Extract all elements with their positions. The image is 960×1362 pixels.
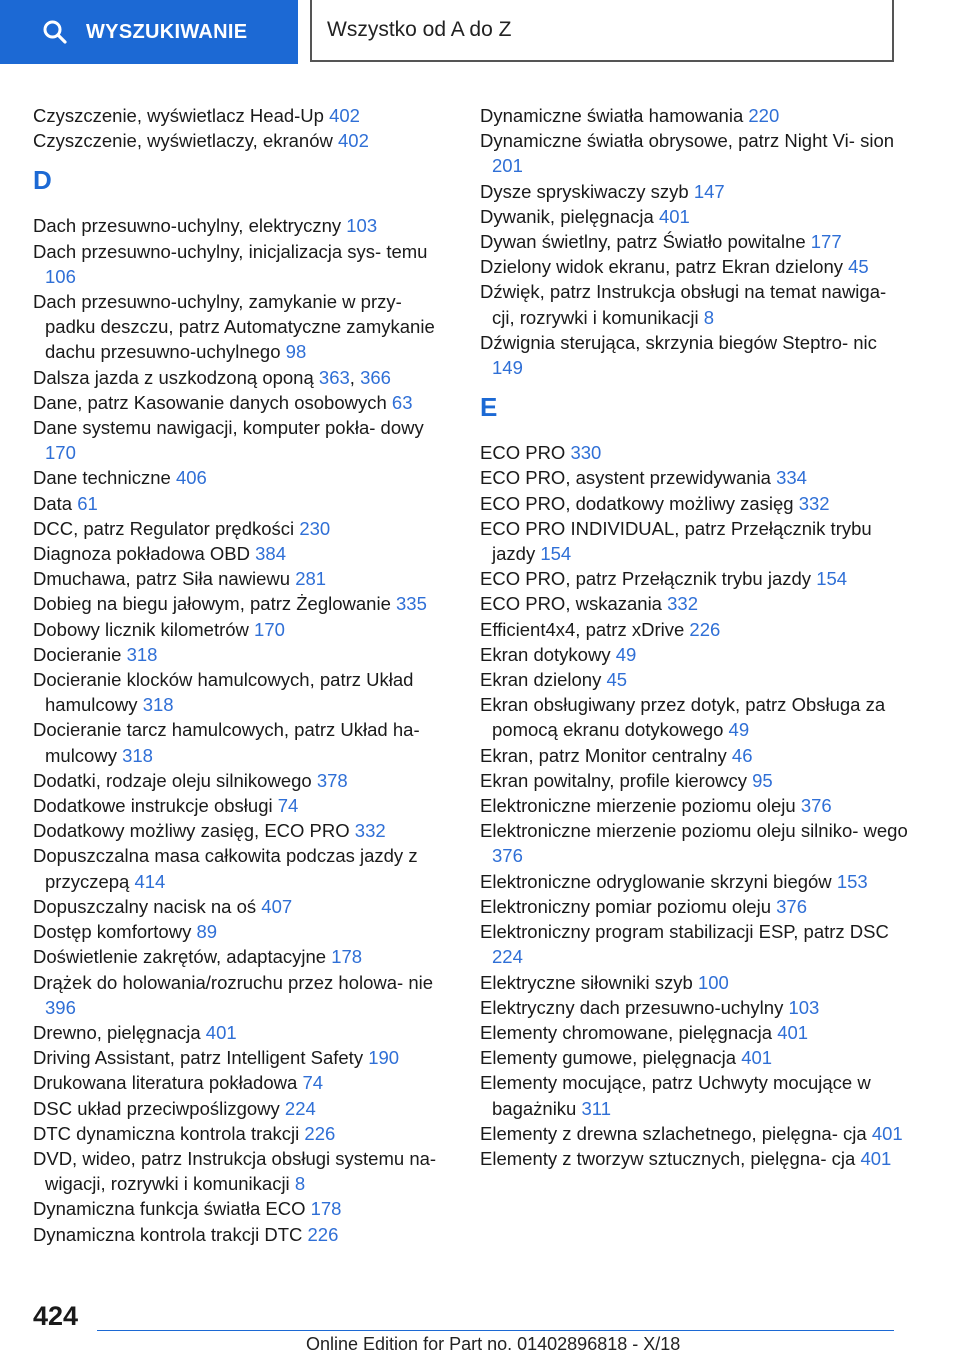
index-entry (480, 919, 910, 969)
page-link[interactable]: 311 (581, 1097, 611, 1119)
index-entry (33, 642, 453, 667)
index-entry-text: Dobowy licznik kilometrów (33, 618, 249, 640)
page-link[interactable]: 95 (752, 769, 773, 791)
page-link[interactable]: 406 (175, 467, 207, 489)
index-entry (33, 289, 453, 365)
index-entry (480, 254, 910, 279)
index-letter-heading: E (480, 392, 498, 423)
page-link[interactable]: 384 (255, 543, 287, 565)
index-entry (480, 1070, 910, 1120)
index-entry-text: Drewno, pielęgnacja (33, 1021, 201, 1043)
index-entry-text: Dane techniczne (33, 467, 171, 489)
index-entry-text: Ekran dotykowy (480, 643, 611, 665)
page-link[interactable]: 318 (126, 643, 158, 665)
page-link[interactable]: 363 (318, 366, 350, 388)
index-entry-text: Czyszczenie, wyświetlacz Head-Up (33, 105, 324, 126)
index-entry-text: DCC, patrz Regulator prędkości (33, 517, 295, 539)
page-link[interactable]: 220 (748, 105, 780, 126)
index-entry-text: Diagnoza pokładowa OBD (33, 543, 250, 565)
index-entry (480, 330, 910, 380)
page-link[interactable]: 378 (316, 769, 348, 791)
index-entry (480, 869, 910, 894)
index-entry-text: Dźwięk, patrz Instrukcja obsługi na temat nawiga‐ cji, rozrywki i komunikacji (480, 281, 887, 328)
index-entry (33, 843, 453, 893)
index-entry-text: Driving Assistant, patrz Intelligent Safety (33, 1047, 364, 1069)
index-entry-text: Docieranie klocków hamulcowych, patrz Układ hamulcowy (33, 669, 414, 716)
index-entry (480, 491, 910, 516)
page-link[interactable]: 332 (798, 492, 830, 514)
page-link[interactable]: 401 (860, 1147, 892, 1169)
index-entry-text: Elektroniczny pomiar poziomu oleju (480, 895, 771, 917)
page-link[interactable]: 8 (703, 306, 715, 328)
index-entry (480, 128, 910, 178)
index-entry (480, 667, 910, 692)
index-entry-text: Dynamiczne światła obrysowe, patrz Night Vi‐ sion (480, 130, 895, 152)
index-entry-text: Dynamiczna funkcja światła ECO (33, 1198, 306, 1220)
index-letter-heading: D (33, 165, 52, 196)
page-link[interactable]: 402 (338, 130, 369, 152)
top-bar (0, 0, 960, 66)
index-entry-text: ECO PRO INDIVIDUAL, patrz Przełącznik trybu jazdy (480, 517, 872, 565)
page-link[interactable]: 103 (346, 215, 378, 237)
index-entry (480, 1045, 910, 1070)
index-entry-text: Data (33, 492, 73, 514)
index-entry-text: Dach przesuwno-uchylny, zamykanie w przy‐ padku deszczu, patrz Automatyczne zamykanie dachu przesuwno-uchylnego (33, 291, 435, 363)
index-entry-text: Dopuszczalny nacisk na oś (33, 895, 257, 917)
index-entry-text: Dopuszczalna masa całkowita podczas jazdy z przyczepą (33, 845, 418, 892)
index-entry (33, 465, 453, 490)
page-link[interactable]: 98 (285, 341, 307, 363)
index-entry (33, 793, 453, 818)
page-link[interactable]: 401 (741, 1047, 773, 1069)
index-entry (33, 516, 453, 541)
index-entry (33, 491, 453, 516)
page-link[interactable]: 170 (45, 442, 76, 464)
index-entry (33, 919, 453, 944)
index-entry-text: Dmuchawa, patrz Siła nawiewu (33, 568, 291, 590)
index-entry-text: Docieranie tarcz hamulcowych, patrz Układ ha‐ mulcowy (33, 719, 420, 766)
index-entry-text: Elementy gumowe, pielęgnacja (480, 1047, 737, 1069)
page-link[interactable]: 366 (360, 366, 391, 388)
page-link[interactable]: 61 (77, 492, 98, 514)
page-link[interactable]: 335 (396, 593, 427, 615)
search-label: WYSZUKIWANIE (86, 20, 248, 43)
index-entry (33, 390, 453, 415)
page-link[interactable]: 49 (615, 643, 637, 665)
page-link[interactable]: 154 (816, 568, 848, 590)
index-entry (480, 440, 910, 465)
page-link[interactable]: 8 (294, 1173, 306, 1195)
page-number: 424 (33, 1301, 79, 1331)
page-link[interactable]: 376 (776, 895, 808, 917)
page-link[interactable]: 103 (788, 996, 820, 1018)
index-entry-text: Dywanik, pielęgnacja (480, 205, 654, 227)
page-link[interactable]: 201 (492, 155, 523, 177)
index-entry-text: Dalsza jazda z uszkodzoną oponą (33, 366, 314, 388)
index-entry (33, 415, 453, 465)
index-entry (480, 617, 910, 642)
index-entry (480, 995, 910, 1020)
index-entry-text: Dane systemu nawigacji, komputer pokła‐ dowy (33, 417, 424, 439)
index-entry-text: Doświetlenie zakrętów, adaptacyjne (33, 946, 327, 968)
index-entry (480, 566, 910, 591)
index-entry (33, 944, 453, 969)
page-link[interactable]: 414 (134, 870, 166, 892)
page-link[interactable]: 401 (205, 1021, 237, 1043)
index-entry (480, 818, 910, 868)
page-link[interactable]: 401 (658, 205, 690, 227)
page-link[interactable]: 49 (728, 719, 750, 741)
index-entry-text: DTC dynamiczna kontrola trakcji (33, 1122, 300, 1144)
page-link[interactable]: 190 (368, 1047, 400, 1069)
page-link[interactable]: 46 (731, 744, 753, 766)
page-link[interactable]: 178 (310, 1198, 342, 1220)
page-link[interactable]: 170 (254, 618, 285, 640)
page-link[interactable]: 224 (492, 946, 523, 968)
index-entry-text: Elektroniczne mierzenie poziomu oleju (480, 795, 796, 817)
index-entry-text: DSC układ przeciwpoślizgowy (33, 1097, 280, 1119)
index-entry-text: Dodatki, rodzaje oleju silnikowego (33, 769, 312, 791)
index-entry-text: Ekran powitalny, profile kierowcy (480, 769, 747, 791)
page-link[interactable]: 334 (776, 467, 807, 489)
index-entry (33, 1045, 453, 1070)
index-entry (33, 591, 453, 616)
index-entry-text: ECO PRO, wskazania (480, 593, 662, 615)
index-entry-text: Dane, patrz Kasowanie danych osobowych (33, 391, 387, 413)
page-link[interactable]: 402 (329, 105, 360, 126)
index-column-left (33, 103, 453, 1247)
page-link[interactable]: 401 (777, 1021, 809, 1043)
page-link[interactable]: 332 (354, 820, 386, 842)
index-entry (33, 717, 453, 767)
page-link[interactable]: 178 (331, 946, 363, 968)
index-entry (480, 793, 910, 818)
page-link[interactable]: 401 (871, 1122, 903, 1144)
index-entry-text: Dynamiczne światła hamowania (480, 105, 744, 126)
page-link[interactable]: 230 (299, 517, 331, 539)
index-entry (33, 818, 453, 843)
index-entry-text: Dynamiczna kontrola trakcji DTC (33, 1223, 303, 1245)
page-link[interactable]: 45 (606, 669, 628, 691)
index-entry-text: Dywan świetlny, patrz Światło powitalne (480, 231, 806, 253)
page-link[interactable]: 318 (142, 694, 174, 716)
page-link[interactable]: 153 (836, 870, 868, 892)
footer-rule (97, 1330, 894, 1331)
index-entry (33, 541, 453, 566)
page-link[interactable]: 89 (196, 921, 218, 943)
index-entry-text: ECO PRO, asystent przewidywania (480, 467, 771, 489)
index-entry-text: Dobieg na biegu jałowym, patrz Żeglowanie (33, 593, 391, 615)
index-entry (33, 1222, 453, 1247)
page-link[interactable]: 376 (800, 795, 832, 817)
index-entry (480, 1146, 910, 1171)
page-link[interactable]: 224 (284, 1097, 316, 1119)
index-entry (480, 229, 910, 254)
index-entry (33, 617, 453, 642)
page-link[interactable]: 226 (304, 1122, 336, 1144)
tab-a-to-z[interactable]: Wszystko od A do Z (310, 0, 894, 62)
index-entry (480, 894, 910, 919)
index-column-right (480, 103, 910, 1171)
index-entry-text: Ekran, patrz Monitor centralny (480, 744, 727, 766)
index-entry (33, 667, 453, 717)
index-entry-text: Dach przesuwno-uchylny, inicjalizacja sys‐ temu (33, 240, 428, 262)
index-entry-text: Elektroniczne mierzenie poziomu oleju silniko‐ wego (480, 820, 908, 842)
index-entry-text: Drążek do holowania/rozruchu przez holowa‐ nie (33, 971, 434, 993)
page-link[interactable]: 74 (302, 1072, 324, 1094)
index-entry-text: Dostęp komfortowy (33, 921, 192, 943)
index-entry (480, 1121, 910, 1146)
index-entry (33, 1096, 453, 1121)
index-entry-text: Ekran obsługiwany przez dotyk, patrz Obsługa za pomocą ekranu dotykowego (480, 694, 886, 741)
index-entry (33, 1020, 453, 1045)
page-link[interactable]: 45 (848, 256, 869, 278)
index-entry (33, 566, 453, 591)
page-link[interactable]: 332 (667, 593, 698, 615)
index-entry-text: ECO PRO, dodatkowy możliwy zasięg (480, 492, 794, 514)
index-entry-text: Elementy mocujące, patrz Uchwyty mocujące w bagażniku (480, 1072, 871, 1119)
index-entry-text: Dźwignia sterująca, skrzynia biegów Steptro‐ nic (480, 331, 877, 353)
index-entry-text: Elementy z drewna szlachetnego, pielęgna‐ cja (480, 1122, 867, 1144)
index-entry (480, 642, 910, 667)
index-entry-text: Elektroniczny program stabilizacji ESP, patrz DSC (480, 921, 889, 943)
page-link[interactable]: 226 (307, 1223, 339, 1245)
search-icon (42, 19, 68, 45)
index-entry-text: Drukowana literatura pokładowa (33, 1072, 298, 1094)
index-entry (480, 692, 910, 742)
page-link[interactable]: 177 (810, 231, 842, 253)
index-entry (33, 894, 453, 919)
index-entry-text: Docieranie (33, 643, 122, 665)
index-entry (480, 768, 910, 793)
index-entry-text: Ekran dzielony (480, 669, 602, 691)
index-entry-text: Dodatkowe instrukcje obsługi (33, 795, 273, 817)
index-entry-text: Dodatkowy możliwy zasięg, ECO PRO (33, 820, 350, 842)
page-link[interactable]: 106 (45, 265, 76, 287)
page-link[interactable]: 396 (45, 996, 76, 1018)
index-entry-text: ECO PRO, patrz Przełącznik trybu jazdy (480, 568, 812, 590)
page-link[interactable]: 281 (295, 568, 327, 590)
page-link[interactable]: 226 (689, 618, 721, 640)
index-entry-text: Elektroniczne odryglowanie skrzyni biegów (480, 870, 832, 892)
index-entry-text: Dach przesuwno-uchylny, elektryczny (33, 215, 342, 237)
index-entry (480, 591, 910, 616)
index-entry-text: Czyszczenie, wyświetlaczy, ekranów (33, 130, 333, 152)
index-entry (480, 465, 910, 490)
page-link[interactable]: 407 (261, 895, 293, 917)
index-entry-text: Dysze spryskiwaczy szyb (480, 180, 689, 202)
index-entry (33, 1121, 453, 1146)
page-link[interactable]: 154 (540, 543, 572, 565)
index-entry (33, 239, 453, 289)
index-entry (480, 204, 910, 229)
index-entry (480, 516, 910, 566)
search-button[interactable] (0, 0, 298, 64)
page-link[interactable]: 147 (693, 180, 725, 202)
index-entry (33, 970, 453, 1020)
page-link[interactable]: 330 (570, 442, 602, 464)
index-entry-text: ECO PRO (480, 442, 566, 464)
index-entry (480, 743, 910, 768)
index-entry (480, 179, 910, 204)
index-entry (33, 768, 453, 793)
index-entry (33, 128, 453, 153)
page-link[interactable]: 63 (391, 391, 413, 413)
index-entry (480, 103, 910, 128)
index-entry (33, 1146, 453, 1196)
index-entry-text: Elementy z tworzyw sztucznych, pielęgna‐ cja (480, 1147, 856, 1169)
index-entry (480, 279, 910, 329)
index-entry (480, 970, 910, 995)
index-entry-text: Elektryczny dach przesuwno-uchylny (480, 996, 784, 1018)
page-link[interactable]: 149 (492, 357, 523, 379)
index-entry-text: DVD, wideo, patrz Instrukcja obsługi systemu na‐ wigacji, rozrywki i komunikacji (33, 1147, 437, 1195)
index-entry: Dalsza jazda z uszkodzoną oponą 363, 366 (33, 366, 391, 388)
page-link[interactable]: 318 (122, 744, 153, 766)
index-entry (33, 213, 453, 238)
index-entry (33, 103, 453, 128)
page-link[interactable]: 74 (277, 795, 299, 817)
page-link[interactable]: 376 (492, 845, 523, 867)
edition-footer: Online Edition for Part no. 01402896818 - X/18 (306, 1334, 681, 1354)
index-entry (480, 1020, 910, 1045)
index-entry-text: Elektryczne siłowniki szyb (480, 971, 693, 993)
index-entry-text: Dzielony widok ekranu, patrz Ekran dzielony (480, 256, 843, 278)
index-entry-text: Elementy chromowane, pielęgnacja (480, 1021, 773, 1043)
index-entry (33, 1196, 453, 1221)
page-link[interactable]: 100 (697, 971, 729, 993)
index-entry (33, 1070, 453, 1095)
index-entry-text: Efficient4x4, patrz xDrive (480, 618, 685, 640)
